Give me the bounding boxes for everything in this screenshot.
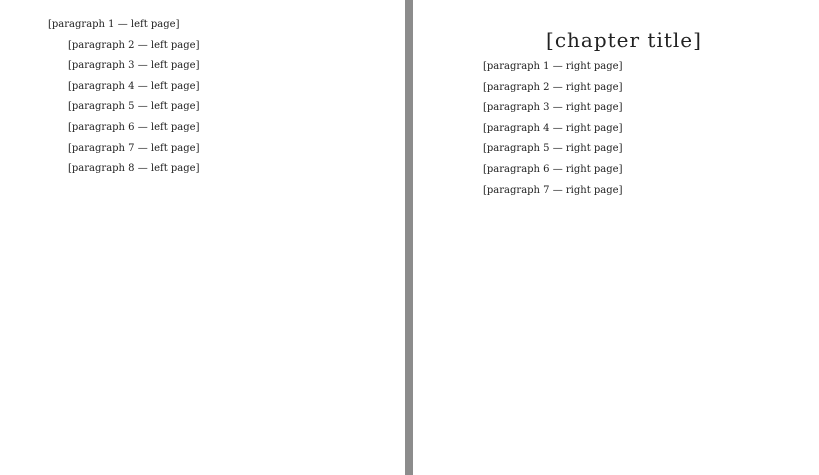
right-paragraph-2: [paragraph 2 — right page]: [483, 81, 623, 93]
left-paragraph-1: [paragraph 1 — left page]: [48, 19, 180, 30]
chapter-title: [chapter title]: [546, 28, 702, 52]
right-paragraph-4: [paragraph 4 — right page]: [483, 122, 623, 134]
left-paragraph-4: [paragraph 4 — left page]: [68, 80, 200, 92]
right-paragraph-3: [paragraph 3 — right page]: [483, 102, 623, 114]
page-divider: [405, 0, 413, 475]
right-paragraph-6: [paragraph 6 — right page]: [483, 163, 623, 175]
right-paragraph-5: [paragraph 5 — right page]: [483, 143, 623, 155]
left-paragraph-5: [paragraph 5 — left page]: [68, 101, 200, 113]
left-paragraph-8: [paragraph 8 — left page]: [68, 163, 200, 175]
right-paragraph-1: [paragraph 1 — right page]: [483, 61, 623, 72]
right-page: [413, 0, 819, 475]
left-paragraph-3: [paragraph 3 — left page]: [68, 60, 200, 72]
right-paragraph-7: [paragraph 7 — right page]: [483, 184, 623, 196]
left-paragraph-2: [paragraph 2 — left page]: [68, 39, 200, 51]
left-paragraph-6: [paragraph 6 — left page]: [68, 121, 200, 133]
left-paragraph-7: [paragraph 7 — left page]: [68, 142, 200, 154]
left-page: [0, 0, 405, 475]
